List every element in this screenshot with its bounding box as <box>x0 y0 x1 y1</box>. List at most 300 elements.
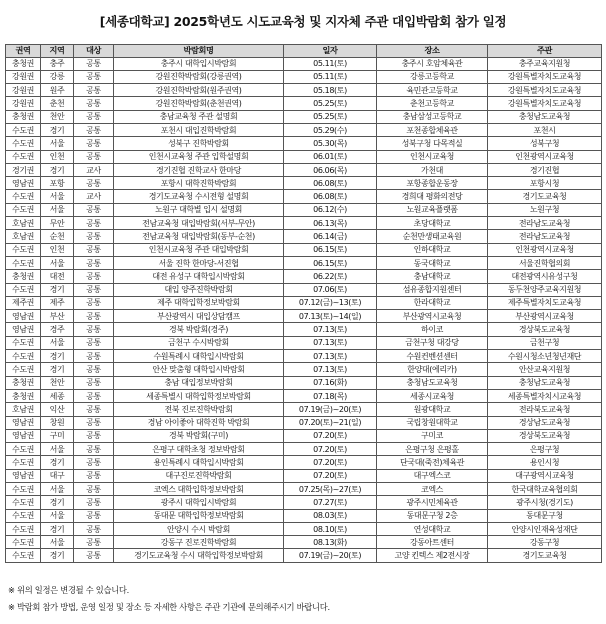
cell-date: 08.13(화) <box>284 536 377 549</box>
cell-fair-name: 경남 아이좋아 대학진학 박람회 <box>114 416 284 429</box>
cell-region: 강원권 <box>6 84 41 97</box>
cell-region: 제주권 <box>6 296 41 309</box>
cell-area: 경기 <box>41 163 74 176</box>
cell-region: 영남권 <box>6 469 41 482</box>
cell-target: 공통 <box>74 150 114 163</box>
cell-organizer: 전라남도교육청 <box>488 230 602 243</box>
note-schedule-change: ※ 위의 일정은 변경될 수 있습니다. <box>8 585 129 595</box>
header-region: 권역 <box>6 45 41 58</box>
cell-area: 강릉 <box>41 70 74 83</box>
cell-organizer: 안양시인재육성재단 <box>488 522 602 535</box>
header-target: 대상 <box>74 45 114 58</box>
cell-target: 공통 <box>74 496 114 509</box>
cell-venue: 동대문구청 2층 <box>377 509 488 522</box>
cell-target: 공통 <box>74 230 114 243</box>
cell-venue: 경희대 평화의전당 <box>377 190 488 203</box>
cell-organizer: 노원구청 <box>488 203 602 216</box>
cell-organizer: 경기도교육청 <box>488 190 602 203</box>
table-row <box>6 483 602 496</box>
cell-venue: 원광대학교 <box>377 403 488 416</box>
cell-fair-name: 인천시교육청 주관 입학설명회 <box>114 150 284 163</box>
cell-target: 공통 <box>74 403 114 416</box>
cell-date: 07.20(토) <box>284 469 377 482</box>
cell-fair-name: 광주시 대학입시박람회 <box>114 496 284 509</box>
cell-area: 경기 <box>41 123 74 136</box>
header-area: 지역 <box>41 45 74 58</box>
cell-target: 공통 <box>74 443 114 456</box>
cell-target: 공통 <box>74 270 114 283</box>
cell-target: 공통 <box>74 549 114 562</box>
cell-region: 호남권 <box>6 217 41 230</box>
cell-area: 부산 <box>41 310 74 323</box>
cell-target: 공통 <box>74 469 114 482</box>
cell-area: 익산 <box>41 403 74 416</box>
cell-area: 제주 <box>41 296 74 309</box>
cell-area: 서울 <box>41 203 74 216</box>
cell-target: 공통 <box>74 429 114 442</box>
table-row <box>6 137 602 150</box>
cell-date: 06.14(금) <box>284 230 377 243</box>
cell-area: 서울 <box>41 137 74 150</box>
cell-date: 06.22(토) <box>284 270 377 283</box>
cell-organizer: 경상북도교육청 <box>488 429 602 442</box>
cell-date: 05.11(토) <box>284 57 377 70</box>
cell-area: 서울 <box>41 509 74 522</box>
table-row <box>6 123 602 136</box>
cell-organizer: 경상북도교육청 <box>488 323 602 336</box>
cell-venue: 은평구청 은평홀 <box>377 443 488 456</box>
cell-date: 06.15(토) <box>284 243 377 256</box>
table-row <box>6 336 602 349</box>
cell-target: 공통 <box>74 97 114 110</box>
cell-fair-name: 부산광역시 대입상담캠프 <box>114 310 284 323</box>
table-row <box>6 217 602 230</box>
cell-target: 교사 <box>74 163 114 176</box>
table-body <box>6 57 602 562</box>
cell-organizer: 충주교육지원청 <box>488 57 602 70</box>
cell-organizer: 강동구청 <box>488 536 602 549</box>
cell-area: 서울 <box>41 483 74 496</box>
cell-fair-name: 용인특례시 대학입시박람회 <box>114 456 284 469</box>
cell-fair-name: 세종특별시 대학입학정보박람회 <box>114 389 284 402</box>
cell-target: 공통 <box>74 416 114 429</box>
cell-date: 07.13(토) <box>284 323 377 336</box>
cell-fair-name: 동대문 대학입학정보박람회 <box>114 509 284 522</box>
cell-area: 서울 <box>41 536 74 549</box>
cell-target: 공통 <box>74 177 114 190</box>
cell-venue: 금천구청 대강당 <box>377 336 488 349</box>
cell-target: 공통 <box>74 350 114 363</box>
cell-date: 07.16(화) <box>284 376 377 389</box>
cell-region: 영남권 <box>6 429 41 442</box>
table-row <box>6 403 602 416</box>
cell-target: 공통 <box>74 57 114 70</box>
cell-date: 07.13(토) <box>284 363 377 376</box>
cell-date: 05.18(토) <box>284 84 377 97</box>
cell-organizer: 안산교육지원청 <box>488 363 602 376</box>
cell-region: 영남권 <box>6 416 41 429</box>
table-row <box>6 243 602 256</box>
cell-fair-name: 포항시 대학진학박람회 <box>114 177 284 190</box>
cell-area: 경기 <box>41 496 74 509</box>
cell-fair-name: 경기도교육청 수시전형 설명회 <box>114 190 284 203</box>
table-row <box>6 363 602 376</box>
cell-area: 서울 <box>41 443 74 456</box>
cell-organizer: 은평구청 <box>488 443 602 456</box>
cell-fair-name: 안산 맞춤형 대학입시박람회 <box>114 363 284 376</box>
table-row <box>6 256 602 269</box>
cell-date: 07.18(목) <box>284 389 377 402</box>
cell-venue: 수원컨벤션센터 <box>377 350 488 363</box>
cell-venue: 한양대(에리카) <box>377 363 488 376</box>
cell-region: 수도권 <box>6 443 41 456</box>
cell-date: 08.03(토) <box>284 509 377 522</box>
cell-date: 06.01(토) <box>284 150 377 163</box>
cell-venue: 인하대학교 <box>377 243 488 256</box>
cell-organizer: 전라북도교육청 <box>488 403 602 416</box>
table-header-row <box>6 45 602 58</box>
cell-area: 대전 <box>41 270 74 283</box>
cell-area: 경기 <box>41 363 74 376</box>
cell-target: 공통 <box>74 389 114 402</box>
cell-date: 07.19(금)~20(토) <box>284 403 377 416</box>
cell-fair-name: 경북 박람회(경주) <box>114 323 284 336</box>
table-row <box>6 389 602 402</box>
cell-target: 공통 <box>74 483 114 496</box>
table-row <box>6 230 602 243</box>
cell-venue: 동국대학교 <box>377 256 488 269</box>
cell-date: 07.13(토) <box>284 350 377 363</box>
cell-region: 영남권 <box>6 177 41 190</box>
cell-region: 충청권 <box>6 389 41 402</box>
cell-venue: 가천대 <box>377 163 488 176</box>
cell-venue: 하이코 <box>377 323 488 336</box>
cell-region: 수도권 <box>6 496 41 509</box>
cell-venue: 국립창원대학교 <box>377 416 488 429</box>
cell-fair-name: 경기도교육청 수시 대학입학정보박람회 <box>114 549 284 562</box>
cell-fair-name: 수원특례시 대학입시박람회 <box>114 350 284 363</box>
cell-venue: 강릉고등학교 <box>377 70 488 83</box>
cell-area: 순천 <box>41 230 74 243</box>
cell-area: 인천 <box>41 243 74 256</box>
cell-area: 천안 <box>41 376 74 389</box>
table-row <box>6 203 602 216</box>
cell-organizer: 포항시청 <box>488 177 602 190</box>
table-row <box>6 110 602 123</box>
cell-date: 06.15(토) <box>284 256 377 269</box>
cell-date: 05.29(수) <box>284 123 377 136</box>
cell-region: 수도권 <box>6 256 41 269</box>
cell-fair-name: 은평구 대학초청 정보박람회 <box>114 443 284 456</box>
cell-organizer: 강원특별자치도교육청 <box>488 70 602 83</box>
cell-target: 공통 <box>74 243 114 256</box>
cell-area: 무안 <box>41 217 74 230</box>
table-row <box>6 509 602 522</box>
cell-fair-name: 강원진학박람회(원주권역) <box>114 84 284 97</box>
cell-fair-name: 강원진학박람회(강릉권역) <box>114 70 284 83</box>
cell-date: 05.30(목) <box>284 137 377 150</box>
table-row <box>6 456 602 469</box>
cell-organizer: 용인시청 <box>488 456 602 469</box>
cell-area: 구미 <box>41 429 74 442</box>
cell-region: 수도권 <box>6 137 41 150</box>
cell-date: 05.25(토) <box>284 97 377 110</box>
cell-organizer: 인천광역시교육청 <box>488 150 602 163</box>
cell-region: 수도권 <box>6 456 41 469</box>
cell-region: 충청권 <box>6 270 41 283</box>
cell-area: 서울 <box>41 256 74 269</box>
cell-date: 07.13(토)~14(일) <box>284 310 377 323</box>
cell-date: 05.25(토) <box>284 110 377 123</box>
cell-date: 07.25(목)~27(토) <box>284 483 377 496</box>
cell-target: 공통 <box>74 283 114 296</box>
cell-venue: 대구엑스코 <box>377 469 488 482</box>
table-row <box>6 296 602 309</box>
table-row <box>6 323 602 336</box>
cell-area: 충주 <box>41 57 74 70</box>
cell-fair-name: 전남교육청 대입박람회(서부-무안) <box>114 217 284 230</box>
cell-area: 경기 <box>41 350 74 363</box>
cell-venue: 한라대학교 <box>377 296 488 309</box>
cell-target: 공통 <box>74 536 114 549</box>
cell-target: 공통 <box>74 137 114 150</box>
cell-organizer: 강원특별자치도교육청 <box>488 97 602 110</box>
table-row <box>6 376 602 389</box>
header-fair-name: 박람회명 <box>114 45 284 58</box>
cell-venue: 인천시교육청 <box>377 150 488 163</box>
cell-organizer: 성북구청 <box>488 137 602 150</box>
cell-date: 07.19(금)~20(토) <box>284 549 377 562</box>
cell-target: 공통 <box>74 84 114 97</box>
cell-venue: 고양 킨텍스 제2전시장 <box>377 549 488 562</box>
cell-date: 06.06(목) <box>284 163 377 176</box>
table-row <box>6 84 602 97</box>
cell-date: 07.20(토) <box>284 443 377 456</box>
cell-organizer: 경기진협 <box>488 163 602 176</box>
cell-region: 수도권 <box>6 150 41 163</box>
cell-area: 천안 <box>41 110 74 123</box>
cell-venue: 육민관고등학교 <box>377 84 488 97</box>
cell-organizer: 부산광역시교육청 <box>488 310 602 323</box>
cell-region: 영남권 <box>6 310 41 323</box>
cell-venue: 노원교육플랫폼 <box>377 203 488 216</box>
cell-organizer: 경기도교육청 <box>488 549 602 562</box>
cell-area: 경기 <box>41 549 74 562</box>
cell-region: 수도권 <box>6 123 41 136</box>
cell-organizer: 수원시청소년청년재단 <box>488 350 602 363</box>
cell-target: 공통 <box>74 509 114 522</box>
cell-fair-name: 대전 유성구 대학입시박람회 <box>114 270 284 283</box>
table-row <box>6 177 602 190</box>
cell-fair-name: 충남교육청 주관 설명회 <box>114 110 284 123</box>
cell-target: 공통 <box>74 363 114 376</box>
cell-venue: 포항종합운동장 <box>377 177 488 190</box>
cell-date: 07.27(토) <box>284 496 377 509</box>
cell-venue: 충남삼성고등학교 <box>377 110 488 123</box>
cell-venue: 코엑스 <box>377 483 488 496</box>
cell-venue: 세종시교육청 <box>377 389 488 402</box>
cell-venue: 구미코 <box>377 429 488 442</box>
cell-fair-name: 전남교육청 대입박람회(동부-순천) <box>114 230 284 243</box>
cell-region: 충청권 <box>6 57 41 70</box>
cell-target: 공통 <box>74 456 114 469</box>
cell-target: 교사 <box>74 190 114 203</box>
cell-date: 07.20(토)~21(일) <box>284 416 377 429</box>
table-row <box>6 350 602 363</box>
cell-area: 경기 <box>41 456 74 469</box>
cell-venue: 초당대학교 <box>377 217 488 230</box>
table-row <box>6 496 602 509</box>
cell-fair-name: 전북 진로진학박람회 <box>114 403 284 416</box>
cell-area: 춘천 <box>41 97 74 110</box>
cell-target: 공통 <box>74 110 114 123</box>
cell-area: 창원 <box>41 416 74 429</box>
document-title: [세종대학교] 2025학년도 시도교육청 및 지자체 주관 대입박람회 참가 일정 <box>99 14 507 29</box>
cell-target: 공통 <box>74 70 114 83</box>
cell-date: 07.20(토) <box>284 429 377 442</box>
cell-region: 수도권 <box>6 336 41 349</box>
cell-region: 영남권 <box>6 323 41 336</box>
cell-venue: 성북구청 다목적실 <box>377 137 488 150</box>
cell-venue: 춘천고등학교 <box>377 97 488 110</box>
cell-venue: 강동아트센터 <box>377 536 488 549</box>
cell-fair-name: 인천시교육청 주관 대입박람회 <box>114 243 284 256</box>
cell-date: 07.20(토) <box>284 456 377 469</box>
table-row <box>6 97 602 110</box>
table-row <box>6 522 602 535</box>
cell-fair-name: 제주 대학입학정보박람회 <box>114 296 284 309</box>
cell-organizer: 대전광역시유성구청 <box>488 270 602 283</box>
cell-target: 공통 <box>74 522 114 535</box>
cell-organizer: 전라남도교육청 <box>488 217 602 230</box>
cell-fair-name: 강동구 진로진학박람회 <box>114 536 284 549</box>
notes <box>8 582 330 616</box>
cell-fair-name: 경북 박람회(구미) <box>114 429 284 442</box>
cell-region: 수도권 <box>6 243 41 256</box>
table-row <box>6 429 602 442</box>
cell-region: 경기권 <box>6 163 41 176</box>
cell-date: 08.10(토) <box>284 522 377 535</box>
table-row <box>6 283 602 296</box>
table-row <box>6 443 602 456</box>
cell-date: 07.13(토) <box>284 336 377 349</box>
cell-area: 경주 <box>41 323 74 336</box>
cell-date: 06.12(수) <box>284 203 377 216</box>
cell-fair-name: 대입 양주진학박람회 <box>114 283 284 296</box>
cell-area: 포항 <box>41 177 74 190</box>
cell-fair-name: 경기진협 진학교사 한마당 <box>114 163 284 176</box>
note-contact-organizer: ※ 박람회 참가 방법, 운영 일정 및 장소 등 자세한 사항은 주관 기관에 문의해주시기 바랍니다. <box>8 602 330 612</box>
cell-venue: 충청남도교육청 <box>377 376 488 389</box>
cell-area: 인천 <box>41 150 74 163</box>
cell-region: 호남권 <box>6 403 41 416</box>
cell-region: 수도권 <box>6 509 41 522</box>
cell-area: 세종 <box>41 389 74 402</box>
cell-organizer: 충청남도교육청 <box>488 110 602 123</box>
cell-venue: 충남대학교 <box>377 270 488 283</box>
cell-area: 원주 <box>41 84 74 97</box>
cell-region: 충청권 <box>6 376 41 389</box>
cell-target: 공통 <box>74 336 114 349</box>
cell-organizer: 서울진학협의회 <box>488 256 602 269</box>
cell-area: 경기 <box>41 283 74 296</box>
cell-organizer: 포천시 <box>488 123 602 136</box>
cell-fair-name: 충주시 대학입시박람회 <box>114 57 284 70</box>
cell-region: 강원권 <box>6 97 41 110</box>
cell-date: 06.08(토) <box>284 190 377 203</box>
table-row <box>6 57 602 70</box>
cell-target: 공통 <box>74 376 114 389</box>
cell-region: 충청권 <box>6 110 41 123</box>
cell-fair-name: 대구진로진학박람회 <box>114 469 284 482</box>
fair-schedule-table <box>5 44 602 563</box>
cell-fair-name: 금천구 수시박람회 <box>114 336 284 349</box>
cell-target: 공통 <box>74 323 114 336</box>
cell-fair-name: 성북구 진학박람회 <box>114 137 284 150</box>
cell-organizer: 세종특별자치시교육청 <box>488 389 602 402</box>
cell-organizer: 동대문구청 <box>488 509 602 522</box>
cell-organizer: 강원특별자치도교육청 <box>488 84 602 97</box>
cell-target: 공통 <box>74 296 114 309</box>
cell-organizer: 충청남도교육청 <box>488 376 602 389</box>
cell-venue: 광주시민체육관 <box>377 496 488 509</box>
cell-area: 경기 <box>41 522 74 535</box>
cell-fair-name: 안양시 수시 박람회 <box>114 522 284 535</box>
cell-date: 07.12(금)~13(토) <box>284 296 377 309</box>
table-row <box>6 549 602 562</box>
table-row <box>6 310 602 323</box>
cell-target: 공통 <box>74 217 114 230</box>
cell-target: 공통 <box>74 310 114 323</box>
cell-region: 강원권 <box>6 70 41 83</box>
cell-target: 공통 <box>74 256 114 269</box>
cell-area: 서울 <box>41 336 74 349</box>
table-row <box>6 416 602 429</box>
cell-date: 06.13(목) <box>284 217 377 230</box>
cell-venue: 단국대(죽전)체육관 <box>377 456 488 469</box>
cell-fair-name: 코엑스 대학입학정보박람회 <box>114 483 284 496</box>
table-row <box>6 163 602 176</box>
cell-region: 수도권 <box>6 203 41 216</box>
table-row <box>6 536 602 549</box>
cell-date: 07.06(토) <box>284 283 377 296</box>
cell-organizer: 대구광역시교육청 <box>488 469 602 482</box>
cell-area: 대구 <box>41 469 74 482</box>
cell-region: 수도권 <box>6 536 41 549</box>
table-row <box>6 469 602 482</box>
table-row <box>6 190 602 203</box>
table-row <box>6 70 602 83</box>
table-row <box>6 150 602 163</box>
table-row <box>6 270 602 283</box>
cell-fair-name: 포천시 대입진학박람회 <box>114 123 284 136</box>
cell-fair-name: 노원구 대학별 입시 설명회 <box>114 203 284 216</box>
header-organizer: 주관 <box>488 45 602 58</box>
cell-region: 수도권 <box>6 522 41 535</box>
cell-date: 05.11(토) <box>284 70 377 83</box>
cell-venue: 충주시 호암체육관 <box>377 57 488 70</box>
cell-organizer: 인천광역시교육청 <box>488 243 602 256</box>
cell-fair-name: 서울 진학 한마당-서진협 <box>114 256 284 269</box>
cell-organizer: 광주시청(경기도) <box>488 496 602 509</box>
cell-area: 서울 <box>41 190 74 203</box>
cell-region: 수도권 <box>6 483 41 496</box>
cell-target: 공통 <box>74 123 114 136</box>
cell-region: 수도권 <box>6 363 41 376</box>
cell-organizer: 경상남도교육청 <box>488 416 602 429</box>
cell-organizer: 동두천양주교육지원청 <box>488 283 602 296</box>
cell-venue: 부산광역시교육청 <box>377 310 488 323</box>
